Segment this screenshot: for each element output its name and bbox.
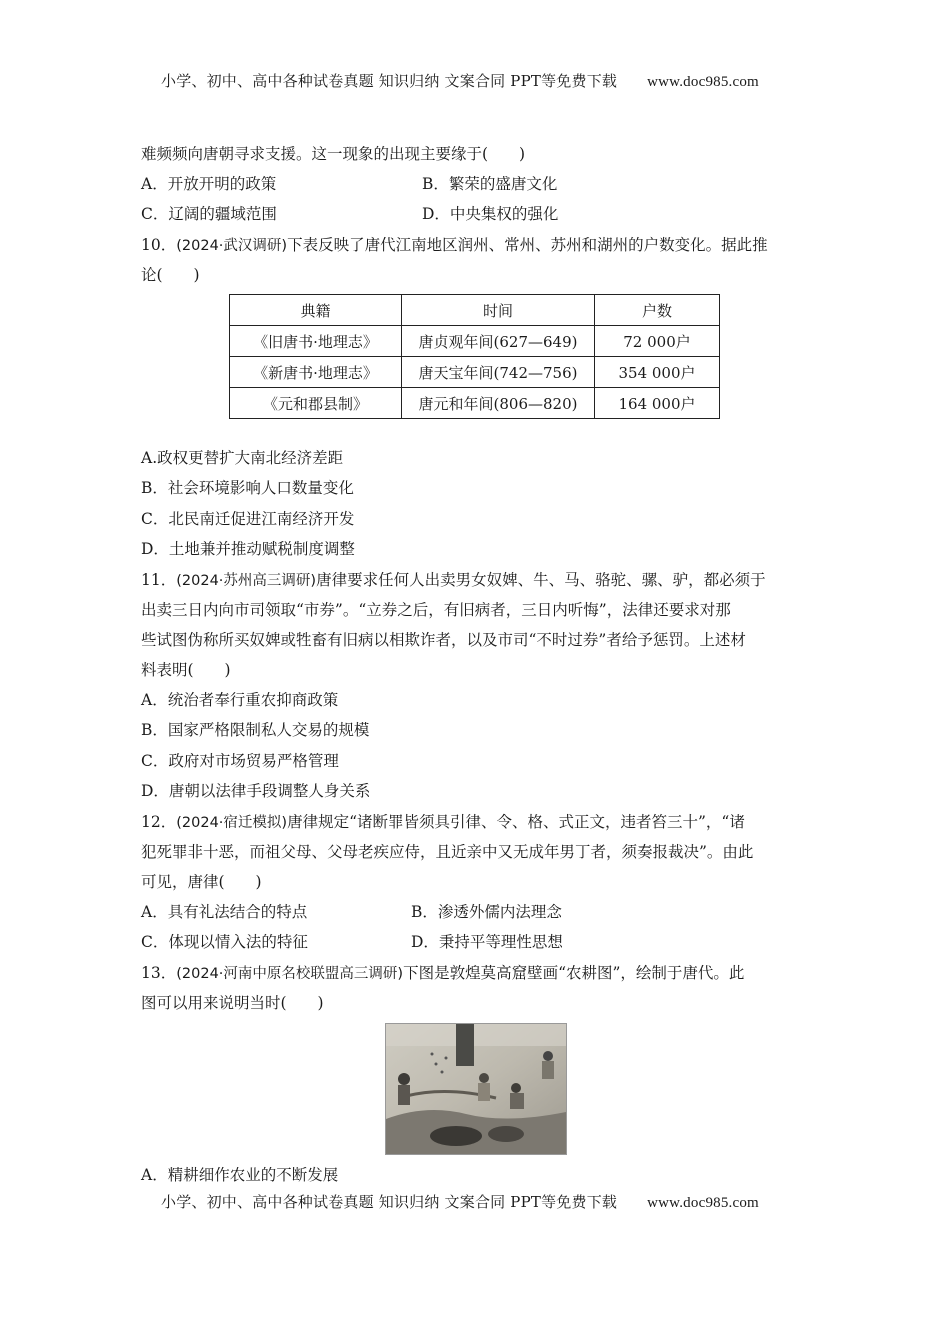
- q9-option-a: A．开放开明的政策: [141, 175, 277, 193]
- table-cell: 《旧唐书·地理志》: [230, 326, 402, 357]
- q10-option-d: D．土地兼并推动赋税制度调整: [141, 540, 355, 558]
- q13-source: (2024·河南中原名校联盟高三调研): [176, 966, 404, 982]
- table-cell: 《新唐书·地理志》: [230, 357, 402, 388]
- table-header-cell: 时间: [402, 295, 595, 326]
- q11-stem-line3: 些试图伪称所买奴婢或牲畜有旧病以相欺诈者，以及市司“不时过券”者给予惩罚。上述材: [141, 631, 746, 649]
- q10-option-b: B．社会环境影响人口数量变化: [141, 479, 354, 497]
- table-row: [230, 388, 720, 419]
- q13-stem-line2: 图可以用来说明当时( ): [141, 994, 324, 1012]
- q13-stem-text: 下图是敦煌莫高窟壁画“农耕图”，绘制于唐代。此: [403, 964, 745, 982]
- q10-stem-text: 下表反映了唐代江南地区润州、常州、苏州和湖州的户数变化。据此推: [287, 236, 768, 254]
- table-cell: 354 000户: [595, 357, 720, 388]
- q12-stem-line1: [141, 812, 745, 833]
- q9-option-c: C．辽阔的疆域范围: [141, 205, 277, 223]
- table-cell: 唐天宝年间(742—756): [402, 357, 595, 388]
- q12-option-c: C．体现以情入法的特征: [141, 933, 308, 951]
- household-table: [229, 294, 720, 419]
- header-url[interactable]: www.doc985.com: [647, 74, 759, 90]
- farming-mural-image: [385, 1023, 567, 1155]
- q10-number: 10．: [141, 236, 177, 254]
- table-cell: 164 000户: [595, 388, 720, 419]
- header-text: 小学、初中、高中各种试卷真题 知识归纳 文案合同 PPT等免费下载: [161, 72, 618, 90]
- q12-option-d: D．秉持平等理性思想: [411, 933, 563, 951]
- table-cell: 唐贞观年间(627—649): [402, 326, 595, 357]
- q11-source: (2024·苏州高三调研): [176, 573, 317, 589]
- q10-option-c: C．北民南迁促进江南经济开发: [141, 510, 355, 528]
- q11-stem-line4: 料表明( ): [141, 661, 231, 679]
- q12-option-a: A．具有礼法结合的特点: [141, 903, 308, 921]
- q10-stem-line2: 论( ): [141, 266, 200, 284]
- q11-option-a: A．统治者奉行重农抑商政策: [141, 691, 339, 709]
- q12-source: (2024·宿迁模拟): [176, 815, 288, 831]
- q12-stem-line2: 犯死罪非十恶，而祖父母、父母老疾应侍，且近亲中又无成年男丁者，须奏报裁决”。由此: [141, 843, 754, 861]
- q11-option-c: C．政府对市场贸易严格管理: [141, 752, 339, 770]
- q12-stem-text: 唐律规定“诸断罪皆须具引律、令、格、式正文，违者笞三十”，“诸: [287, 813, 745, 831]
- footer-url[interactable]: www.doc985.com: [647, 1195, 759, 1211]
- table-header-row: [230, 295, 720, 326]
- q10-source: (2024·武汉调研): [176, 238, 288, 254]
- table-row: [230, 326, 720, 357]
- table-header-cell: 户数: [595, 295, 720, 326]
- mural-drawing: [386, 1024, 566, 1154]
- q11-number: 11．: [141, 571, 177, 589]
- q12-option-b: B．渗透外儒内法理念: [411, 903, 562, 921]
- q12-number: 12．: [141, 813, 177, 831]
- q11-stem-line1: [141, 570, 766, 591]
- q11-stem-line2: 出卖三日内向市司领取“市券”。“立券之后，有旧病者，三日内听悔”，法律还要求对那: [141, 601, 731, 619]
- footer-text: 小学、初中、高中各种试卷真题 知识归纳 文案合同 PPT等免费下载: [161, 1193, 618, 1211]
- table-row: [230, 357, 720, 388]
- q11-stem-text: 唐律要求任何人出卖男女奴婢、牛、马、骆驼、骡、驴，都必须于: [316, 571, 766, 589]
- page-footer: [161, 1191, 759, 1212]
- q9-stem: 难频频向唐朝寻求支援。这一现象的出现主要缘于( ): [141, 145, 526, 163]
- table-cell: 《元和郡县制》: [230, 388, 402, 419]
- table-cell: 唐元和年间(806—820): [402, 388, 595, 419]
- q9-option-d: D．中央集权的强化: [422, 205, 559, 223]
- page-header: [161, 70, 759, 91]
- q12-stem-line3: 可见，唐律( ): [141, 873, 262, 891]
- q13-option-a: A．精耕细作农业的不断发展: [141, 1166, 339, 1184]
- q11-option-b: B．国家严格限制私人交易的规模: [141, 721, 370, 739]
- q10-option-a: A.政权更替扩大南北经济差距: [141, 449, 344, 467]
- table-header-cell: 典籍: [230, 295, 402, 326]
- table-cell: 72 000户: [595, 326, 720, 357]
- q13-stem-line1: [141, 963, 744, 984]
- q9-option-b: B．繁荣的盛唐文化: [422, 175, 558, 193]
- q11-option-d: D．唐朝以法律手段调整人身关系: [141, 782, 371, 800]
- q10-stem-line1: [141, 235, 768, 256]
- q13-number: 13．: [141, 964, 177, 982]
